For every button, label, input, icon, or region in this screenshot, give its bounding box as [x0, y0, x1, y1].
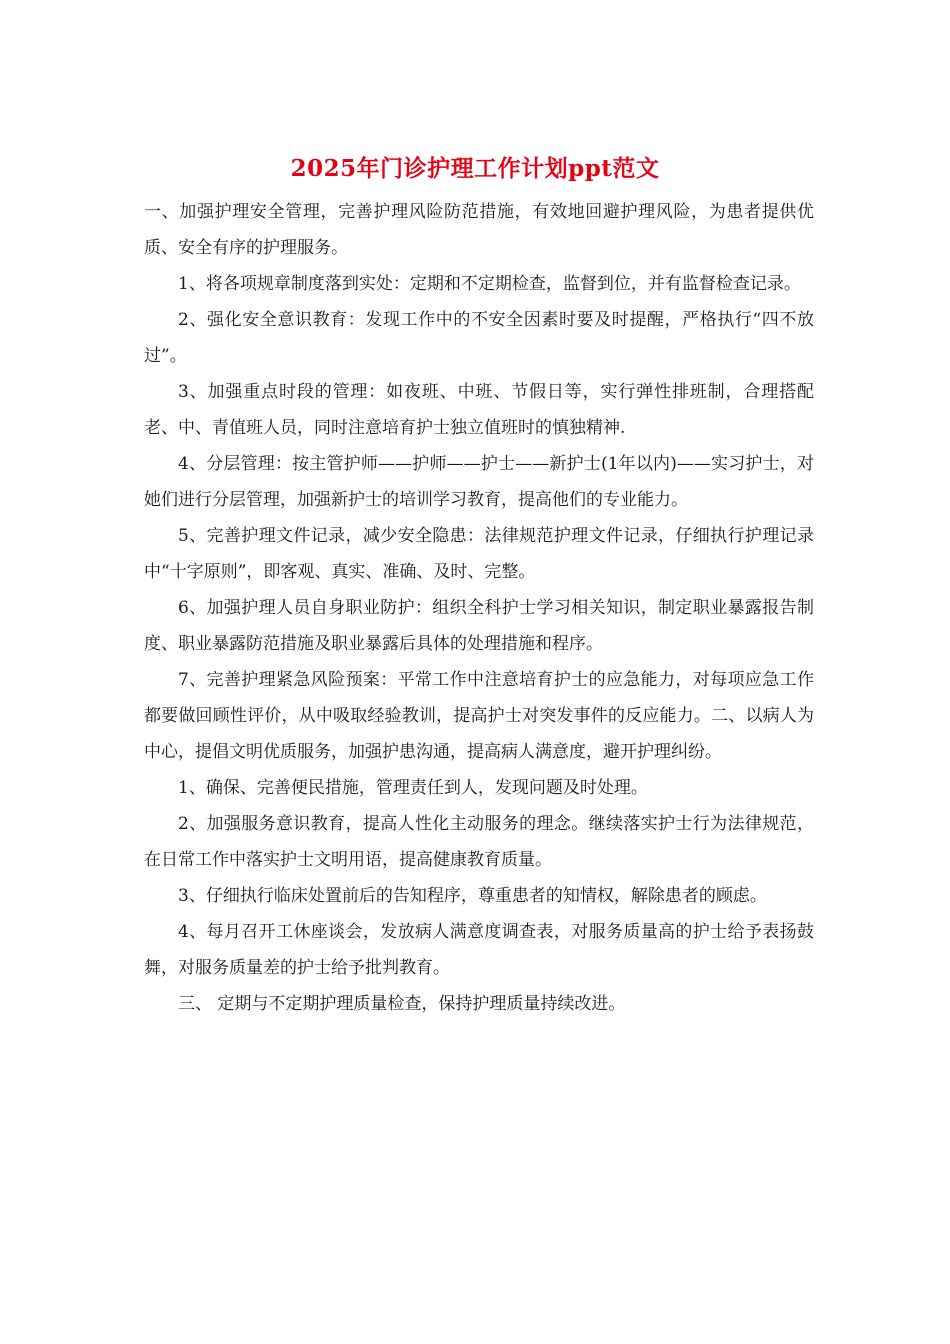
- paragraph-item: 2、加强服务意识教育，提高人性化主动服务的理念。继续落实护士行为法律规范，在日常工作中落实护士文明用语，提高健康教育质量。: [144, 814, 814, 870]
- paragraph-item: 3、加强重点时段的管理：如夜班、中班、节假日等，实行弹性排班制，合理搭配老、中、青值班人员，同时注意培育护士独立值班时的慎独精神.: [144, 382, 814, 438]
- section-1-heading: 一、加强护理安全管理，完善护理风险防范措施，有效地回避护理风险，为患者提供优质、安全有序的护理服务。: [144, 202, 814, 258]
- document-title: 2025年门诊护理工作计划ppt范文: [290, 155, 660, 182]
- paragraph-item: 2、强化安全意识教育：发现工作中的不安全因素时要及时提醒，严格执行“四不放过”。: [144, 310, 814, 366]
- paragraph-item: 3、仔细执行临床处置前后的告知程序，尊重患者的知情权，解除患者的顾虑。: [178, 886, 767, 906]
- paragraph-item: 4、分层管理：按主管护师——护师——护士——新护士(1年以内)——实习护士，对她们进行分层管理，加强新护士的培训学习教育，提高他们的专业能力。: [144, 454, 814, 510]
- section-3-heading: 三、 定期与不定期护理质量检查，保持护理质量持续改进。: [178, 994, 626, 1014]
- paragraph-item: 7、完善护理紧急风险预案：平常工作中注意培育护士的应急能力，对每项应急工作都要做回顾性评价，从中吸取经验教训，提高护士对突发事件的反应能力。二、以病人为中心，提倡文明优质服务，加强护患沟通，提高病人满意度，避开护理纠纷。: [144, 670, 814, 762]
- paragraph-item: 5、完善护理文件记录，减少安全隐患：法律规范护理文件记录，仔细执行护理记录中“十字原则”，即客观、真实、准确、及时、完整。: [144, 526, 814, 582]
- paragraph-item: 4、每月召开工休座谈会，发放病人满意度调查表，对服务质量高的护士给予表扬鼓舞，对服务质量差的护士给予批判教育。: [144, 922, 814, 978]
- paragraph-item: 1、确保、完善便民措施，管理责任到人，发现问题及时处理。: [178, 778, 648, 798]
- paragraph-item: 6、加强护理人员自身职业防护：组织全科护士学习相关知识，制定职业暴露报告制度、职业暴露防范措施及职业暴露后具体的处理措施和程序。: [144, 598, 814, 654]
- paragraph-item: 1、将各项规章制度落到实处：定期和不定期检查，监督到位，并有监督检查记录。: [178, 274, 801, 294]
- document-body: [144, 194, 814, 1022]
